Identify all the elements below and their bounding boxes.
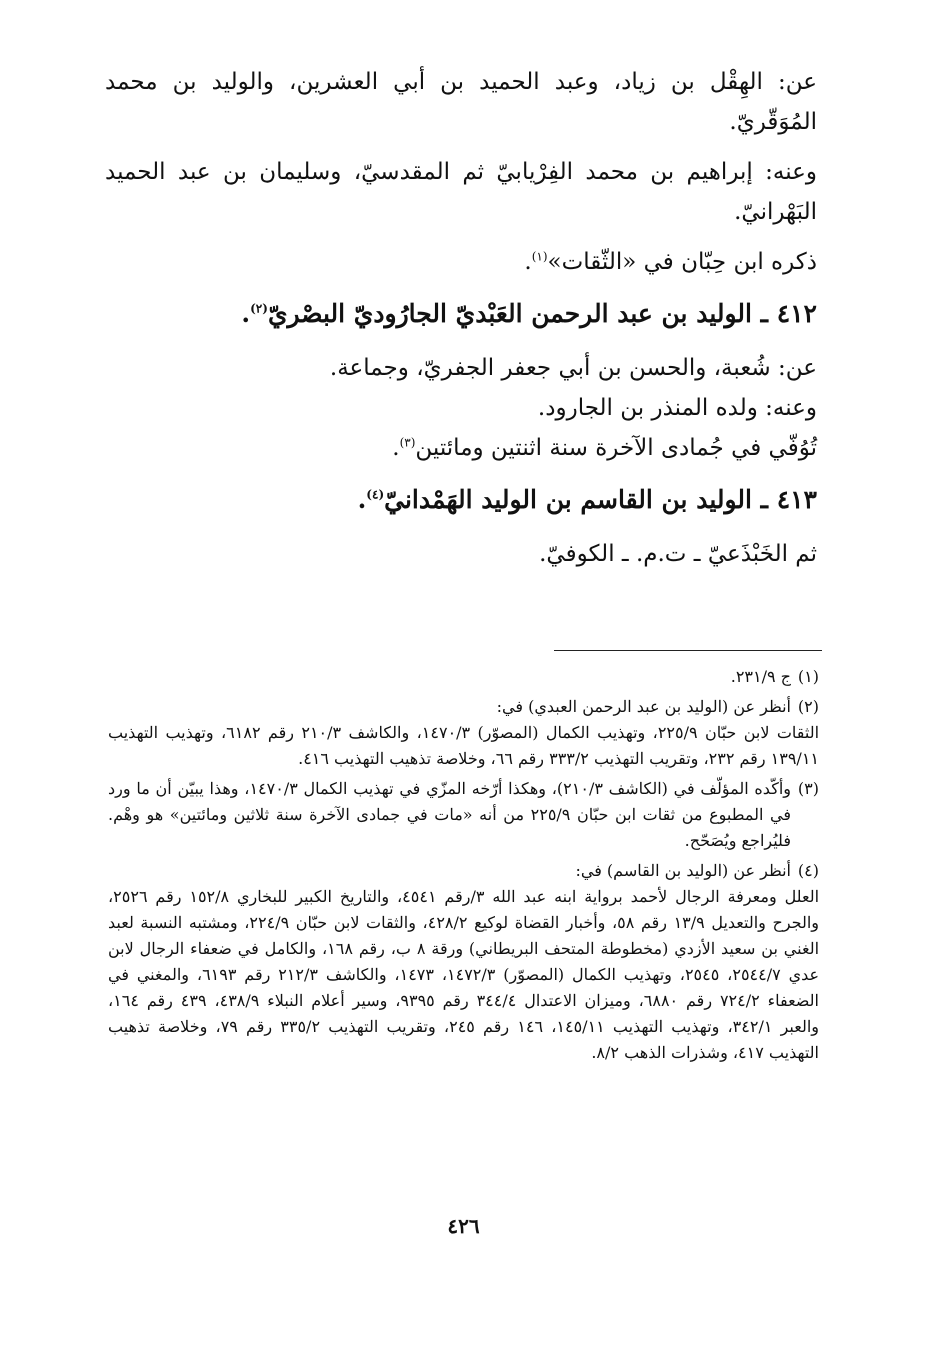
footnote-1 — [108, 664, 819, 690]
paragraph-412-from: عن: شُعبة، والحسن بن أبي جعفر الجفريّ، وجماعة. — [329, 355, 817, 381]
paragraph-413-lineage: ثم الخَبْذَعيّ ـ ت.م. ـ الكوفيّ. — [539, 541, 817, 567]
entry-heading-413-text: ٤١٣ ـ الوليد بن القاسم بن الوليد الهَمْدانيّ — [384, 485, 817, 514]
paragraph-412-death-end: . — [392, 435, 400, 461]
main-text — [105, 62, 817, 584]
footnote-divider — [554, 650, 822, 651]
paragraph-narrators-to: وعنه: إبراهيم بن محمد الفِرْيابيّ ثم المقدسيّ، وسليمان بن عبد الحميد البَهْرانيّ. — [105, 159, 817, 225]
paragraph-412-death — [105, 428, 817, 468]
entry-heading-413 — [105, 478, 817, 522]
footnote-2 — [108, 694, 819, 772]
paragraph-mention — [105, 242, 817, 282]
entry-heading-412-text: ٤١٢ ـ الوليد بن عبد الرحمن العَبْديّ الجارُوديّ البصْريّ — [267, 299, 817, 328]
footnote-4 — [108, 858, 819, 1066]
entry-heading-412 — [105, 292, 817, 336]
entry-heading-412-end: . — [241, 299, 251, 328]
footnote-ref-1[interactable]: (١) — [531, 249, 548, 264]
paragraph-412-death-text: تُوُفّي في جُمادى الآخرة سنة اثنتين ومائتين — [415, 435, 817, 461]
paragraph-mention-end: . — [524, 249, 532, 275]
footnote-1-text: ج ٢٣١/٩. — [730, 667, 791, 686]
footnote-3-number: (٣) — [797, 779, 819, 798]
footnote-4-number: (٤) — [797, 861, 819, 880]
footnote-4-body: العلل ومعرفة الرجال لأحمد برواية ابنه عبد الله ٣/رقم ٤٥٤١، والتاريخ الكبير للبخاري ١٥٢/٨ رقم ٢٥٢٦، والجرح والتعديل ١٣/٩ رقم ٥٨، وأخبار القضاة لوكيع ٤٢٨/٢، والثقات لابن حبّان ٢٢٤/٩، ومشتبه النسبة لعبد الغني بن سعيد الأزدي (مخطوطة المتحف البريطاني) ورقة ٨ ب، رقم ١٦٨، والكامل في ضعفاء الرجال لابن عدي ٢٥٤٤/٧، ٢٥٤٥، وتهذيب الكمال (المصوّر) ١٤٧٢/٣، ١٤٧٣، والكاشف ٢١٢/٣ رقم ٦١٩٣، والمغني في الضعفاء ٧٢٤/٢ رقم ٦٨٨٠، وميزان الاعتدال ٣٤٤/٤ رقم ٩٣٩٥، وسير أعلام النبلاء ٤٣٨/٩، ٤٣٩ رقم ١٦٤، والعبر ٣٤٢/١، وتهذيب التهذيب ١٤٥/١١، ١٤٦ رقم ٢٤٥، وتقريب التهذيب ٣٣٥/٢ رقم ٧٩، وخلاصة تذهيب التهذيب ٤١٧، وشذرات الذهب ٨/٢. — [108, 887, 820, 1062]
footnote-2-body: الثقات لابن حبّان ٢٢٥/٩، وتهذيب الكمال (المصوّر) ١٤٧٠/٣، والكاشف ٢١٠/٣ رقم ٦١٨٢، وتهذيب التهذيب ١٣٩/١١ رقم ٢٣٢، وتقريب التهذيب ٣٣٣/٢ رقم ٦٦، وخلاصة تذهيب التهذيب ٤١٦. — [108, 723, 820, 768]
paragraph-mention-text: ذكره ابن حِبّان في «الثّقات» — [547, 249, 817, 275]
footnote-ref-2[interactable]: (٢) — [250, 301, 268, 316]
footnotes-section — [108, 664, 819, 1070]
footnote-2-number: (٢) — [797, 697, 819, 716]
footnote-2-text: أنظر عن (الوليد بن عبد الرحمن العبدي) في: — [496, 697, 791, 716]
footnote-3 — [108, 776, 819, 854]
entry-heading-413-end: . — [357, 485, 367, 514]
footnote-1-number: (١) — [797, 667, 819, 686]
page-number: ٤٢٦ — [447, 1214, 480, 1238]
paragraph-narrators-from: عن: الهِقْل بن زياد، وعبد الحميد بن أبي العشرين، والوليد بن محمد المُوَقّريّ. — [105, 69, 817, 135]
paragraph-412-to: وعنه: ولده المنذر بن الجارود. — [537, 395, 817, 421]
footnote-3-text: وأكّده المؤلّف في (الكاشف ٢١٠/٣)، وهكذا أرّخه المزّي في تهذيب الكمال ١٤٧٠/٣، وهذا يبيّن أن ما ورد في المطبوع من ثقات ابن حبّان ٢٢٥/٩ من أنه «مات في جمادى الآخرة سنة ثلاثين ومائتين» هو وهْم. فليُراجع ويُصَحّح. — [108, 779, 791, 850]
footnote-ref-4[interactable]: (٤) — [366, 487, 385, 502]
footnote-ref-3[interactable]: (٣) — [399, 435, 416, 450]
footnote-4-text: أنظر عن (الوليد بن القاسم) في: — [575, 861, 791, 880]
